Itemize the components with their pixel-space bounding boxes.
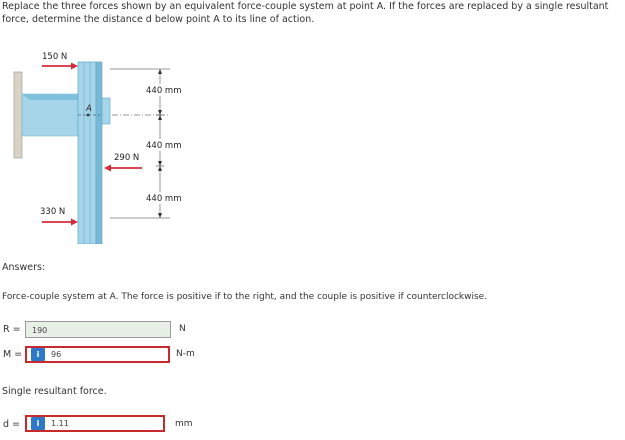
m-label: M = [3, 349, 23, 360]
force-diagram [0, 44, 260, 244]
dim-label-2: 440 mm [146, 141, 182, 151]
r-unit: N [179, 324, 186, 334]
d-value: 1.11 [51, 419, 69, 428]
wall [14, 72, 22, 158]
answers-heading: Answers: [2, 262, 46, 273]
r-input[interactable] [25, 321, 171, 338]
single-resultant-heading: Single resultant force. [2, 386, 107, 397]
d-unit: mm [175, 419, 193, 429]
force-top-label: 150 N [42, 52, 68, 62]
point-a [87, 114, 90, 117]
d-input[interactable] [25, 415, 165, 432]
m-unit: N-m [176, 349, 195, 359]
dim-label-1: 440 mm [146, 86, 182, 96]
r-value: 190 [32, 326, 48, 335]
small-bracket [102, 98, 110, 124]
problem-statement: Replace the three forces shown by an equivalent force-couple system at point A. If the forces are replaced by a single resultant force, determine the distance d below point A to its line of action. [2, 1, 609, 25]
d-label: d = [3, 419, 21, 430]
force-middle-label: 290 N [114, 153, 140, 163]
point-a-label: A [86, 104, 92, 114]
dim-label-3: 440 mm [146, 194, 182, 204]
m-value: 96 [51, 350, 62, 359]
m-info-icon[interactable]: i [31, 348, 45, 361]
force-bottom-label: 330 N [40, 207, 66, 217]
horizontal-arm [22, 94, 78, 136]
m-input[interactable] [25, 346, 170, 363]
r-label: R = [3, 324, 21, 335]
instruction-text: Force-couple system at A. The force is positive if to the right, and the couple is positive if counterclockwise. [2, 292, 488, 302]
vertical-member-side [96, 62, 102, 244]
vertical-member [78, 62, 96, 244]
d-info-icon[interactable]: i [31, 417, 45, 430]
horizontal-arm-shade [22, 94, 78, 100]
